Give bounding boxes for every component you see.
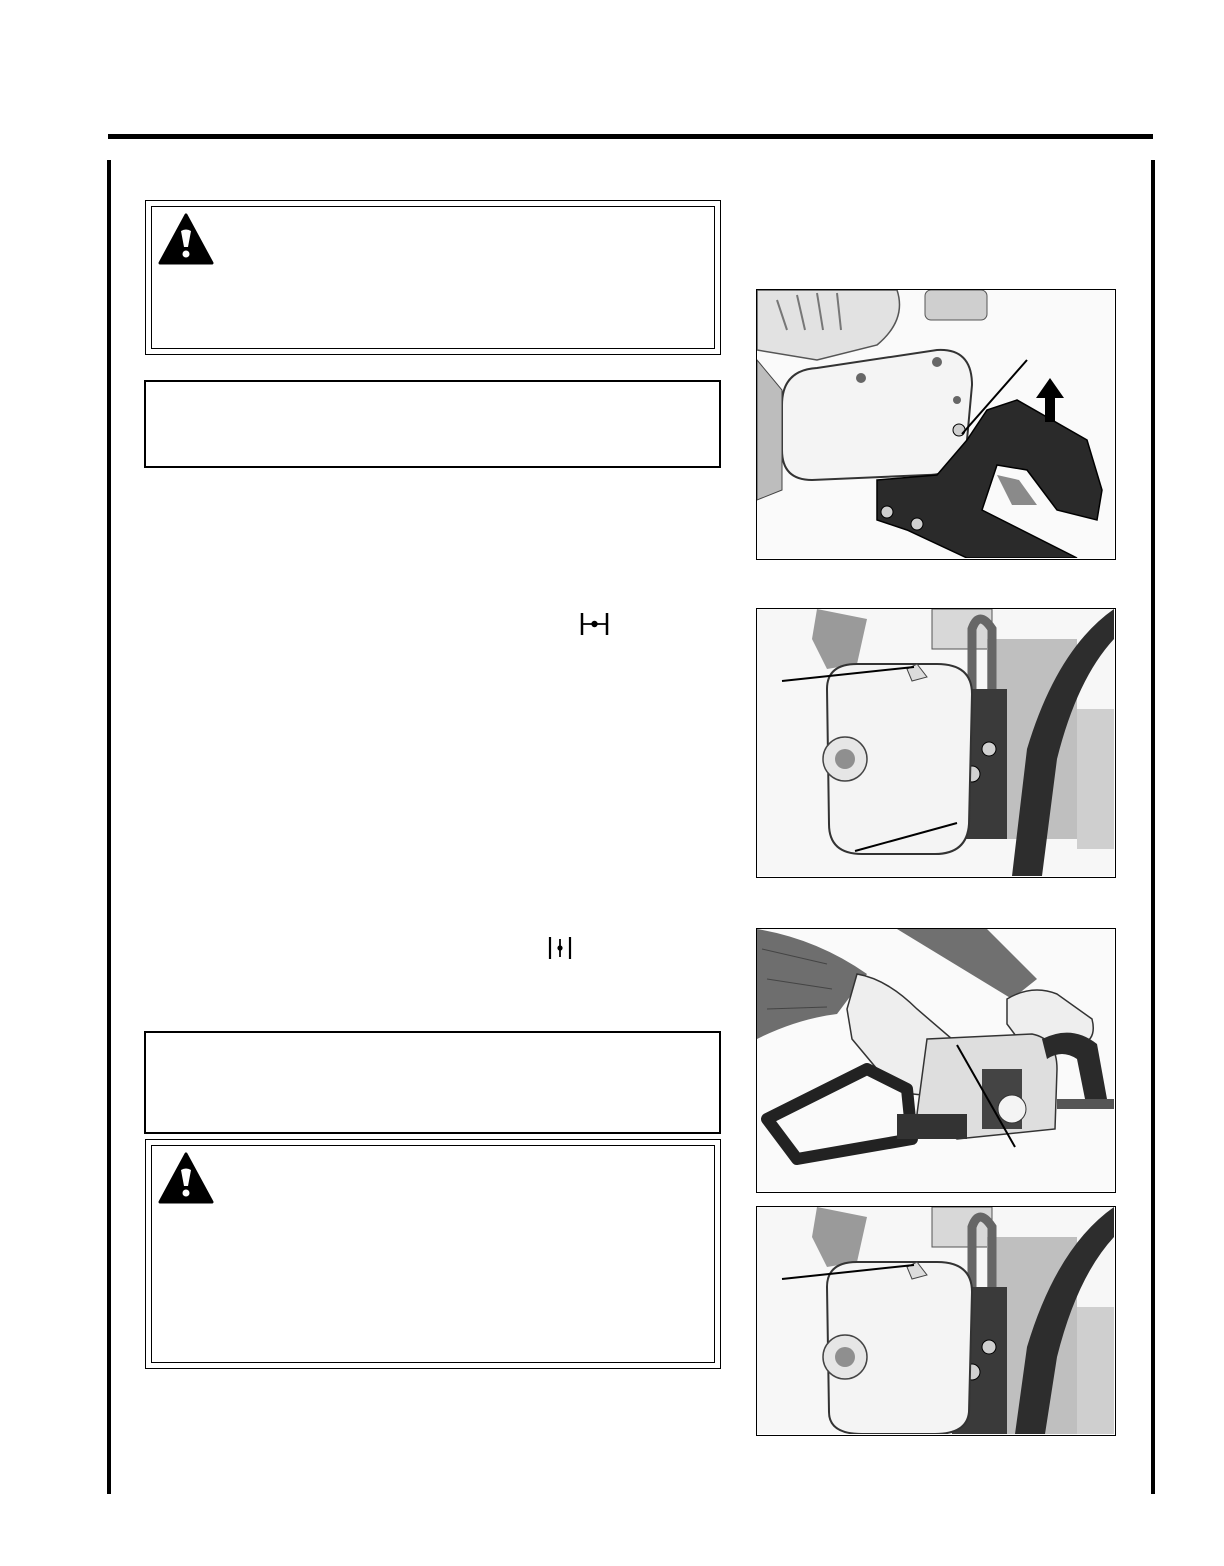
warning-box-top	[145, 200, 721, 355]
warning-triangle-icon	[158, 1152, 214, 1204]
note-box-1	[144, 380, 721, 468]
right-margin-rule	[1151, 160, 1155, 1494]
warning-box-bottom-inner	[151, 1145, 715, 1363]
choke-closed-symbol-icon	[548, 936, 572, 960]
figure-air-cleaner-closeup-photo	[756, 1206, 1116, 1436]
warning-triangle-icon	[158, 213, 214, 265]
note-box-2	[144, 1031, 721, 1134]
top-rule	[108, 134, 1153, 139]
figure-rear-handle-photo	[756, 289, 1116, 560]
choke-open-symbol-icon	[580, 612, 610, 636]
left-margin-rule	[107, 160, 111, 1494]
figure-air-cleaner-photo	[756, 608, 1116, 878]
warning-box-top-inner	[151, 206, 715, 349]
figure-starter-pull-photo	[756, 928, 1116, 1193]
warning-box-bottom	[145, 1139, 721, 1369]
